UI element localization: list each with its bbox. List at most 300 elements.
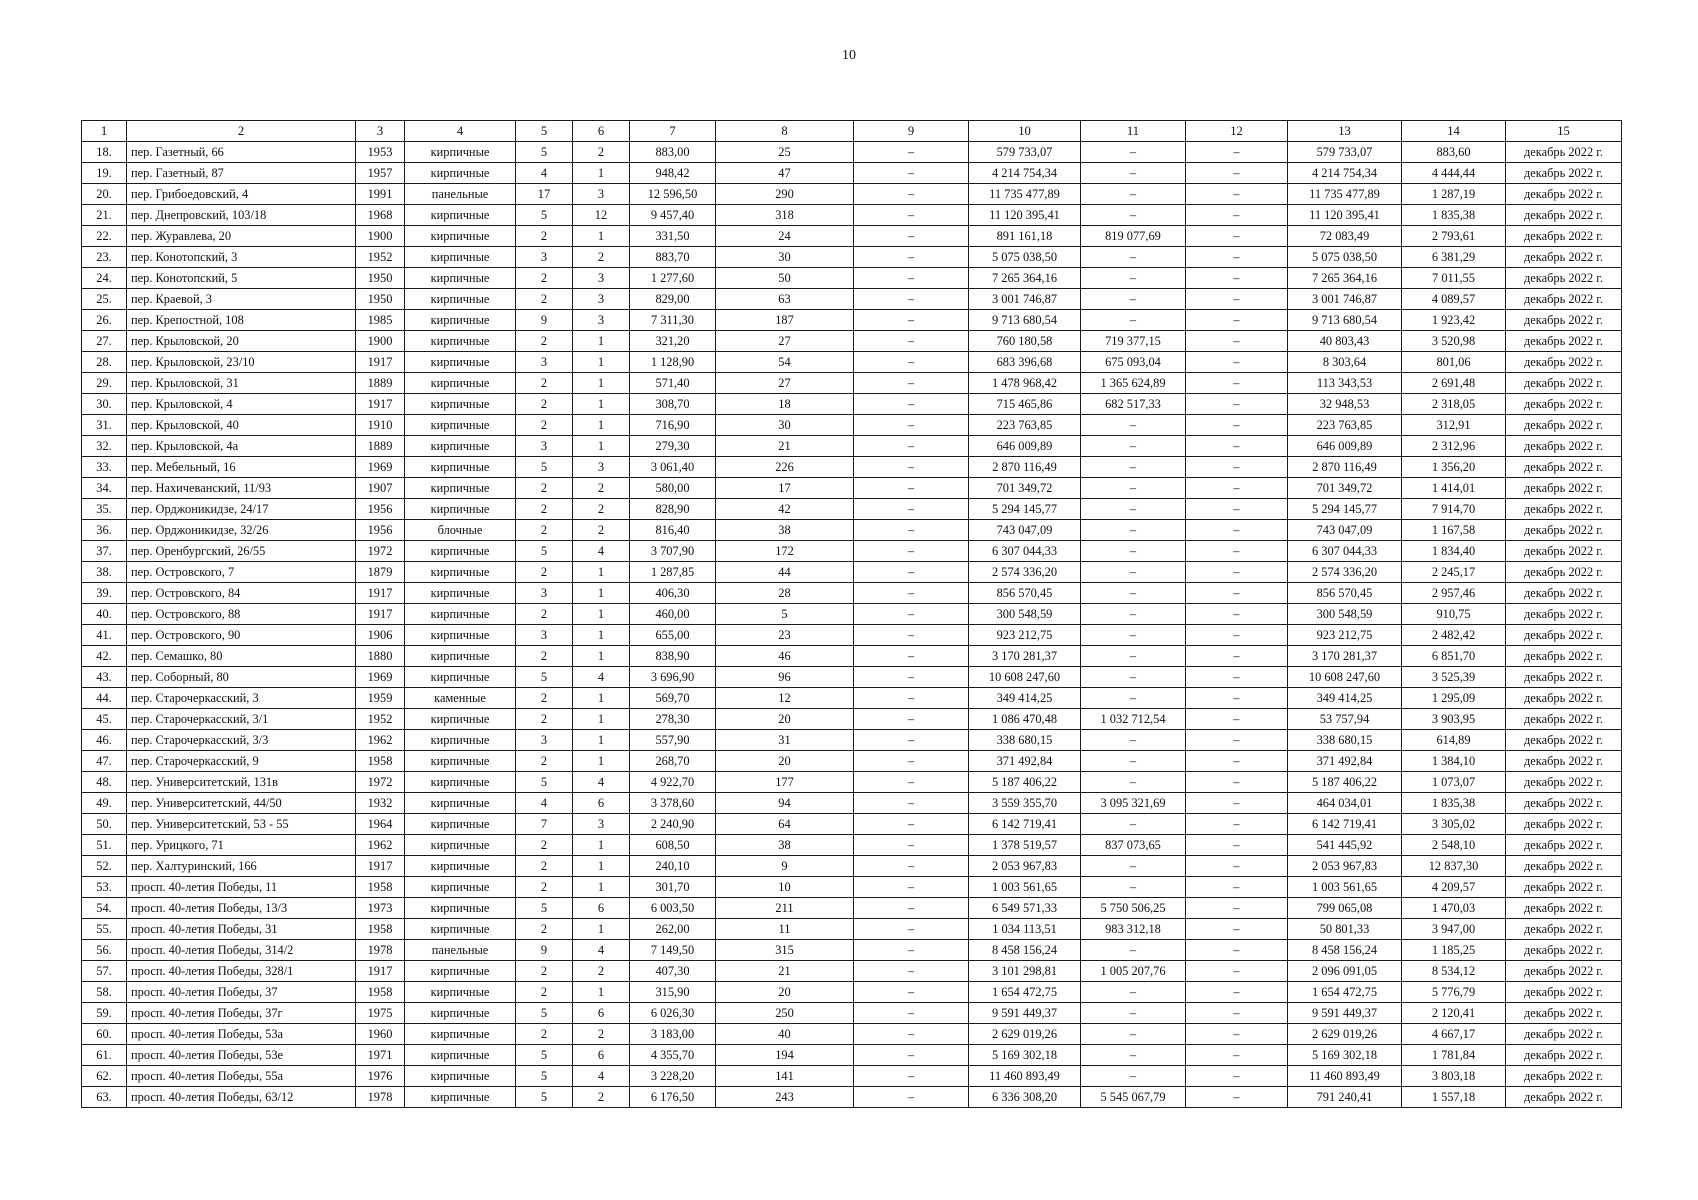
cell-cost-total: 1 003 561,65 [969, 877, 1081, 898]
table-row [82, 163, 1622, 184]
cell-residents: 211 [716, 898, 854, 919]
cell-wall-material: кирпичные [405, 562, 516, 583]
cell-row-number: 41. [82, 625, 127, 646]
cell-address: пер. Крыловской, 31 [127, 373, 356, 394]
cell-wall-material: кирпичные [405, 751, 516, 772]
cell-cost-total: 683 396,68 [969, 352, 1081, 373]
cell-floors: 5 [516, 667, 573, 688]
cell-cost-remaining: 4 214 754,34 [1288, 163, 1402, 184]
cell-address: просп. 40-летия Победы, 53а [127, 1024, 356, 1045]
cell-cost-per-sqm: 1 557,18 [1402, 1087, 1506, 1108]
cell-row-number: 34. [82, 478, 127, 499]
cell-row-number: 23. [82, 247, 127, 268]
table-row [82, 541, 1622, 562]
cell-entrances: 1 [573, 373, 630, 394]
cell-area: 268,70 [630, 751, 716, 772]
cell-wall-material: кирпичные [405, 457, 516, 478]
cell-cost-per-sqm: 1 834,40 [1402, 541, 1506, 562]
table-row [82, 961, 1622, 982]
cell-wall-material: кирпичные [405, 856, 516, 877]
cell-deadline: декабрь 2022 г. [1506, 772, 1622, 793]
cell-floors: 2 [516, 415, 573, 436]
cell-col-11: – [1081, 1003, 1186, 1024]
table-row [82, 1066, 1622, 1087]
cell-cost-per-sqm: 910,75 [1402, 604, 1506, 625]
cell-address: пер. Университетский, 131в [127, 772, 356, 793]
cell-wall-material: кирпичные [405, 352, 516, 373]
cell-address: пер. Краевой, 3 [127, 289, 356, 310]
column-header-7: 7 [630, 121, 716, 142]
cell-floors: 2 [516, 1024, 573, 1045]
cell-entrances: 1 [573, 331, 630, 352]
cell-row-number: 31. [82, 415, 127, 436]
cell-cost-total: 760 180,58 [969, 331, 1081, 352]
cell-year-built: 1889 [356, 373, 405, 394]
cell-col-9: – [854, 919, 969, 940]
cell-floors: 2 [516, 709, 573, 730]
cell-year-built: 1956 [356, 499, 405, 520]
cell-col-11: 682 517,33 [1081, 394, 1186, 415]
cell-wall-material: кирпичные [405, 1045, 516, 1066]
cell-col-11: – [1081, 562, 1186, 583]
cell-deadline: декабрь 2022 г. [1506, 898, 1622, 919]
cell-cost-remaining: 5 169 302,18 [1288, 1045, 1402, 1066]
table-row [82, 520, 1622, 541]
cell-cost-total: 1 086 470,48 [969, 709, 1081, 730]
table-row [82, 730, 1622, 751]
cell-col-9: – [854, 457, 969, 478]
cell-deadline: декабрь 2022 г. [1506, 541, 1622, 562]
cell-cost-total: 349 414,25 [969, 688, 1081, 709]
cell-col-9: – [854, 1024, 969, 1045]
cell-deadline: декабрь 2022 г. [1506, 751, 1622, 772]
cell-entrances: 1 [573, 226, 630, 247]
cell-area: 1 128,90 [630, 352, 716, 373]
cell-residents: 42 [716, 499, 854, 520]
housing-register-table [81, 120, 1622, 1108]
cell-wall-material: панельные [405, 184, 516, 205]
cell-col-11: 719 377,15 [1081, 331, 1186, 352]
cell-residents: 21 [716, 961, 854, 982]
column-header-14: 14 [1402, 121, 1506, 142]
table-row [82, 604, 1622, 625]
cell-col-11: – [1081, 268, 1186, 289]
cell-floors: 2 [516, 751, 573, 772]
column-header-5: 5 [516, 121, 573, 142]
cell-cost-total: 2 574 336,20 [969, 562, 1081, 583]
cell-col-9: – [854, 436, 969, 457]
column-header-6: 6 [573, 121, 630, 142]
cell-deadline: декабрь 2022 г. [1506, 352, 1622, 373]
cell-col-11: – [1081, 163, 1186, 184]
cell-col-9: – [854, 982, 969, 1003]
cell-col-11: – [1081, 289, 1186, 310]
cell-cost-total: 371 492,84 [969, 751, 1081, 772]
cell-residents: 243 [716, 1087, 854, 1108]
cell-address: пер. Орджоникидзе, 32/26 [127, 520, 356, 541]
cell-floors: 2 [516, 373, 573, 394]
column-header-15: 15 [1506, 121, 1622, 142]
cell-wall-material: кирпичные [405, 793, 516, 814]
cell-entrances: 6 [573, 1045, 630, 1066]
cell-address: пер. Крепостной, 108 [127, 310, 356, 331]
table-row [82, 898, 1622, 919]
cell-address: пер. Старочеркасский, 9 [127, 751, 356, 772]
cell-area: 1 287,85 [630, 562, 716, 583]
cell-year-built: 1976 [356, 1066, 405, 1087]
cell-cost-remaining: 53 757,94 [1288, 709, 1402, 730]
cell-year-built: 1917 [356, 583, 405, 604]
cell-address: просп. 40-летия Победы, 328/1 [127, 961, 356, 982]
cell-residents: 194 [716, 1045, 854, 1066]
cell-col-9: – [854, 856, 969, 877]
cell-col-9: – [854, 205, 969, 226]
cell-entrances: 3 [573, 310, 630, 331]
cell-cost-total: 579 733,07 [969, 142, 1081, 163]
cell-area: 838,90 [630, 646, 716, 667]
cell-row-number: 26. [82, 310, 127, 331]
cell-row-number: 20. [82, 184, 127, 205]
cell-cost-per-sqm: 8 534,12 [1402, 961, 1506, 982]
cell-area: 6 026,30 [630, 1003, 716, 1024]
cell-residents: 30 [716, 247, 854, 268]
cell-area: 12 596,50 [630, 184, 716, 205]
cell-residents: 27 [716, 373, 854, 394]
cell-deadline: декабрь 2022 г. [1506, 268, 1622, 289]
cell-row-number: 42. [82, 646, 127, 667]
cell-residents: 38 [716, 835, 854, 856]
column-header-11: 11 [1081, 121, 1186, 142]
cell-cost-remaining: 50 801,33 [1288, 919, 1402, 940]
cell-col-12: – [1186, 709, 1288, 730]
cell-area: 883,00 [630, 142, 716, 163]
cell-wall-material: кирпичные [405, 373, 516, 394]
cell-row-number: 58. [82, 982, 127, 1003]
cell-area: 321,20 [630, 331, 716, 352]
cell-row-number: 30. [82, 394, 127, 415]
cell-cost-per-sqm: 3 903,95 [1402, 709, 1506, 730]
cell-floors: 5 [516, 142, 573, 163]
cell-wall-material: панельные [405, 940, 516, 961]
cell-deadline: декабрь 2022 г. [1506, 1003, 1622, 1024]
cell-col-12: – [1186, 373, 1288, 394]
cell-col-11: – [1081, 772, 1186, 793]
cell-entrances: 1 [573, 856, 630, 877]
cell-wall-material: кирпичные [405, 289, 516, 310]
cell-address: пер. Журавлева, 20 [127, 226, 356, 247]
cell-col-9: – [854, 541, 969, 562]
cell-address: просп. 40-летия Победы, 55а [127, 1066, 356, 1087]
cell-col-11: 1 005 207,76 [1081, 961, 1186, 982]
cell-row-number: 22. [82, 226, 127, 247]
cell-row-number: 63. [82, 1087, 127, 1108]
cell-area: 240,10 [630, 856, 716, 877]
cell-wall-material: кирпичные [405, 919, 516, 940]
cell-entrances: 6 [573, 793, 630, 814]
cell-entrances: 2 [573, 499, 630, 520]
cell-cost-remaining: 9 713 680,54 [1288, 310, 1402, 331]
cell-year-built: 1917 [356, 352, 405, 373]
cell-residents: 47 [716, 163, 854, 184]
cell-year-built: 1978 [356, 1087, 405, 1108]
cell-cost-total: 6 307 044,33 [969, 541, 1081, 562]
cell-col-11: – [1081, 730, 1186, 751]
cell-col-12: – [1186, 184, 1288, 205]
cell-cost-per-sqm: 2 957,46 [1402, 583, 1506, 604]
cell-col-12: – [1186, 1003, 1288, 1024]
cell-col-11: – [1081, 604, 1186, 625]
cell-cost-total: 9 713 680,54 [969, 310, 1081, 331]
cell-residents: 177 [716, 772, 854, 793]
cell-year-built: 1910 [356, 415, 405, 436]
cell-row-number: 57. [82, 961, 127, 982]
cell-deadline: декабрь 2022 г. [1506, 1045, 1622, 1066]
cell-entrances: 1 [573, 919, 630, 940]
table-row [82, 436, 1622, 457]
cell-deadline: декабрь 2022 г. [1506, 1066, 1622, 1087]
cell-cost-total: 5 187 406,22 [969, 772, 1081, 793]
cell-year-built: 1959 [356, 688, 405, 709]
cell-residents: 44 [716, 562, 854, 583]
cell-col-12: – [1186, 940, 1288, 961]
cell-address: пер. Урицкого, 71 [127, 835, 356, 856]
cell-residents: 18 [716, 394, 854, 415]
cell-deadline: декабрь 2022 г. [1506, 499, 1622, 520]
cell-cost-per-sqm: 6 381,29 [1402, 247, 1506, 268]
cell-residents: 23 [716, 625, 854, 646]
cell-cost-per-sqm: 3 520,98 [1402, 331, 1506, 352]
cell-cost-remaining: 11 120 395,41 [1288, 205, 1402, 226]
cell-entrances: 1 [573, 604, 630, 625]
cell-col-9: – [854, 772, 969, 793]
column-header-10: 10 [969, 121, 1081, 142]
cell-cost-remaining: 300 548,59 [1288, 604, 1402, 625]
cell-cost-per-sqm: 2 793,61 [1402, 226, 1506, 247]
cell-col-9: – [854, 1066, 969, 1087]
cell-address: пер. Халтуринский, 166 [127, 856, 356, 877]
table-row [82, 499, 1622, 520]
cell-col-12: – [1186, 289, 1288, 310]
cell-address: пер. Островского, 84 [127, 583, 356, 604]
cell-row-number: 37. [82, 541, 127, 562]
cell-row-number: 62. [82, 1066, 127, 1087]
cell-col-12: – [1186, 1024, 1288, 1045]
cell-cost-total: 715 465,86 [969, 394, 1081, 415]
cell-residents: 94 [716, 793, 854, 814]
cell-cost-remaining: 5 187 406,22 [1288, 772, 1402, 793]
cell-residents: 40 [716, 1024, 854, 1045]
cell-col-9: – [854, 289, 969, 310]
cell-year-built: 1952 [356, 247, 405, 268]
cell-cost-per-sqm: 2 312,96 [1402, 436, 1506, 457]
table-row [82, 856, 1622, 877]
cell-col-12: – [1186, 520, 1288, 541]
cell-deadline: декабрь 2022 г. [1506, 646, 1622, 667]
cell-residents: 30 [716, 415, 854, 436]
cell-cost-total: 2 629 019,26 [969, 1024, 1081, 1045]
cell-cost-remaining: 923 212,75 [1288, 625, 1402, 646]
cell-cost-per-sqm: 4 089,57 [1402, 289, 1506, 310]
cell-year-built: 1900 [356, 331, 405, 352]
cell-cost-per-sqm: 3 525,39 [1402, 667, 1506, 688]
cell-cost-remaining: 371 492,84 [1288, 751, 1402, 772]
cell-area: 262,00 [630, 919, 716, 940]
cell-col-11: – [1081, 310, 1186, 331]
cell-col-9: – [854, 877, 969, 898]
cell-cost-total: 856 570,45 [969, 583, 1081, 604]
cell-floors: 5 [516, 1087, 573, 1108]
cell-col-11: – [1081, 982, 1186, 1003]
cell-address: пер. Крыловской, 20 [127, 331, 356, 352]
cell-deadline: декабрь 2022 г. [1506, 730, 1622, 751]
cell-floors: 2 [516, 604, 573, 625]
cell-entrances: 2 [573, 961, 630, 982]
cell-deadline: декабрь 2022 г. [1506, 163, 1622, 184]
cell-cost-per-sqm: 4 209,57 [1402, 877, 1506, 898]
cell-cost-total: 11 735 477,89 [969, 184, 1081, 205]
cell-cost-remaining: 464 034,01 [1288, 793, 1402, 814]
cell-col-12: – [1186, 667, 1288, 688]
cell-wall-material: кирпичные [405, 982, 516, 1003]
cell-year-built: 1958 [356, 751, 405, 772]
cell-residents: 96 [716, 667, 854, 688]
cell-address: пер. Университетский, 44/50 [127, 793, 356, 814]
cell-area: 883,70 [630, 247, 716, 268]
cell-entrances: 2 [573, 1087, 630, 1108]
cell-entrances: 2 [573, 520, 630, 541]
cell-deadline: декабрь 2022 г. [1506, 877, 1622, 898]
cell-deadline: декабрь 2022 г. [1506, 184, 1622, 205]
cell-wall-material: кирпичные [405, 1066, 516, 1087]
cell-col-12: – [1186, 877, 1288, 898]
cell-wall-material: кирпичные [405, 1087, 516, 1108]
cell-col-11: – [1081, 583, 1186, 604]
cell-residents: 11 [716, 919, 854, 940]
cell-cost-remaining: 701 349,72 [1288, 478, 1402, 499]
cell-cost-remaining: 743 047,09 [1288, 520, 1402, 541]
cell-col-12: – [1186, 1045, 1288, 1066]
cell-area: 3 228,20 [630, 1066, 716, 1087]
cell-floors: 2 [516, 877, 573, 898]
cell-floors: 2 [516, 394, 573, 415]
cell-address: просп. 40-летия Победы, 37г [127, 1003, 356, 1024]
cell-residents: 20 [716, 982, 854, 1003]
cell-entrances: 1 [573, 751, 630, 772]
cell-residents: 318 [716, 205, 854, 226]
cell-col-12: – [1186, 331, 1288, 352]
cell-area: 3 183,00 [630, 1024, 716, 1045]
cell-area: 279,30 [630, 436, 716, 457]
cell-area: 406,30 [630, 583, 716, 604]
cell-area: 4 922,70 [630, 772, 716, 793]
cell-year-built: 1960 [356, 1024, 405, 1045]
cell-col-11: – [1081, 457, 1186, 478]
cell-address: пер. Крыловской, 23/10 [127, 352, 356, 373]
cell-address: пер. Старочеркасский, 3/3 [127, 730, 356, 751]
cell-row-number: 40. [82, 604, 127, 625]
cell-residents: 25 [716, 142, 854, 163]
cell-col-9: – [854, 331, 969, 352]
cell-deadline: декабрь 2022 г. [1506, 793, 1622, 814]
cell-entrances: 2 [573, 247, 630, 268]
table-header [82, 121, 1622, 142]
cell-deadline: декабрь 2022 г. [1506, 667, 1622, 688]
cell-col-12: – [1186, 604, 1288, 625]
cell-cost-per-sqm: 1 167,58 [1402, 520, 1506, 541]
cell-deadline: декабрь 2022 г. [1506, 1087, 1622, 1108]
column-header-13: 13 [1288, 121, 1402, 142]
cell-year-built: 1889 [356, 436, 405, 457]
cell-col-12: – [1186, 562, 1288, 583]
cell-col-12: – [1186, 541, 1288, 562]
cell-cost-per-sqm: 7 914,70 [1402, 499, 1506, 520]
cell-row-number: 53. [82, 877, 127, 898]
cell-wall-material: кирпичные [405, 415, 516, 436]
table-row [82, 814, 1622, 835]
cell-entrances: 4 [573, 940, 630, 961]
cell-deadline: декабрь 2022 г. [1506, 394, 1622, 415]
cell-entrances: 12 [573, 205, 630, 226]
cell-col-12: – [1186, 457, 1288, 478]
cell-entrances: 1 [573, 982, 630, 1003]
cell-col-11: 1 365 624,89 [1081, 373, 1186, 394]
cell-col-9: – [854, 667, 969, 688]
table-row [82, 331, 1622, 352]
cell-col-11: – [1081, 1045, 1186, 1066]
cell-address: просп. 40-летия Победы, 13/3 [127, 898, 356, 919]
cell-deadline: декабрь 2022 г. [1506, 142, 1622, 163]
table-row [82, 184, 1622, 205]
cell-row-number: 43. [82, 667, 127, 688]
cell-residents: 54 [716, 352, 854, 373]
table-row [82, 1087, 1622, 1108]
cell-year-built: 1917 [356, 856, 405, 877]
cell-deadline: декабрь 2022 г. [1506, 1024, 1622, 1045]
cell-floors: 4 [516, 793, 573, 814]
cell-area: 6 003,50 [630, 898, 716, 919]
cell-address: пер. Островского, 7 [127, 562, 356, 583]
cell-col-12: – [1186, 205, 1288, 226]
cell-col-9: – [854, 646, 969, 667]
cell-year-built: 1958 [356, 982, 405, 1003]
cell-wall-material: кирпичные [405, 898, 516, 919]
cell-col-11: – [1081, 499, 1186, 520]
cell-col-11: – [1081, 940, 1186, 961]
cell-col-12: – [1186, 478, 1288, 499]
cell-floors: 3 [516, 352, 573, 373]
table-row [82, 709, 1622, 730]
cell-col-12: – [1186, 919, 1288, 940]
cell-floors: 5 [516, 898, 573, 919]
table-row [82, 247, 1622, 268]
cell-wall-material: кирпичные [405, 142, 516, 163]
cell-deadline: декабрь 2022 г. [1506, 604, 1622, 625]
cell-col-9: – [854, 499, 969, 520]
cell-col-11: 819 077,69 [1081, 226, 1186, 247]
cell-cost-remaining: 7 265 364,16 [1288, 268, 1402, 289]
cell-col-12: – [1186, 499, 1288, 520]
cell-floors: 2 [516, 835, 573, 856]
cell-floors: 2 [516, 688, 573, 709]
cell-deadline: декабрь 2022 г. [1506, 835, 1622, 856]
cell-row-number: 51. [82, 835, 127, 856]
cell-year-built: 1906 [356, 625, 405, 646]
cell-entrances: 2 [573, 478, 630, 499]
cell-residents: 9 [716, 856, 854, 877]
cell-area: 571,40 [630, 373, 716, 394]
table-row [82, 835, 1622, 856]
cell-cost-remaining: 799 065,08 [1288, 898, 1402, 919]
